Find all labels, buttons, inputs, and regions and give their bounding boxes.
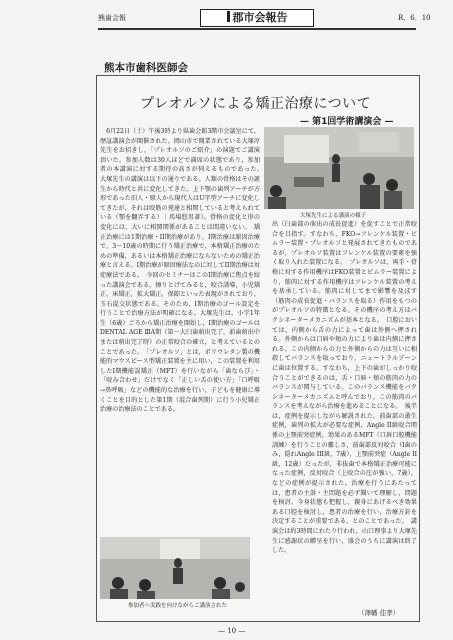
article-subtitle: — 第1回学術講演会 — <box>300 117 394 127</box>
article-column-right: 出（臼歯部の萌出の成長促進）を促すことで正常咬合を目指す。すなわち，FKO→フレンケル装置・ビムラー装置・プレオルソと発展されてきたものであるが，プレオルソ装置はフレンケル装置の要素を強く取り入れた装置になる。 プレオルソは，両手・骨格に対する作用機序はFKO装置とビムラー装置により，筋肉に対する作用機序はフレンケル装置の考えを基承している。筋肉に対してまで影響を及ぼす（筋肉の成長促進・バランスを取る）作用をもつのがプレオルソの特徴となる。その機序の考え方はバクシネーターメカニズムが基本となる。 口腔においては，内側から舌の力によって歯は外側へ押される。外側からは口唇や頬の力により歯は内側に押される。この内側からの力と外側からの力は互いに相殺してバランスを取っており，ニュートラルゾーンに歯は位置する。すなわち，上下の歯がしっかり咬合うことができるのは，舌・口唇・頬の筋肉の力のバランスが関与している。このバランス機能をバクシネーターメカニズムと呼んでおり，この筋肉のバランスを考えながら治療を進めることになる。 後半は，症例を提示しながら解説された。前歯部の叢生症例，歯列の拡大が必要な症例，Angle II級咬合関係の上顎前突症例，効果のあるMFT（口唇口腔機能訓練）を行うことの難しさ，前歯部反対咬合（I歯のみ，隠れAngle III級，7歳），上顎前突症（Angle II級，12歳）だったが，非抜歯で本格矯正治療可能になった症例，反対咬合（上咬合の圧が強い，7歳），などの症例が提示された。治療を行うにあたっては，患者の主訴・主問題を必ず聞いて理解し，問題を検討，今身状態も把握し，親身にあげるべき効果ある口腔を検討し，患者の治療を行い，治療方針を決定することが重要である，とのことであった。 講演会は約3時間にわたり行われ，山口理事より大塚先生に感謝状の贈呈を行い，盛会のうちに講演は終了した。 <box>272 221 417 555</box>
newsletter-name: 熊歯会報 <box>98 14 126 22</box>
section-title-text: 郡市会報告 <box>232 11 288 24</box>
issue-date: R．6．10 <box>398 14 431 22</box>
page-number: — 10 — <box>218 627 246 635</box>
participants-photo-caption: 参加者へ実践を向けながらご講演された <box>128 603 228 609</box>
section-bar-icon <box>227 11 230 22</box>
article-author: （澤幡 佳孝） <box>358 609 400 617</box>
lecture-photo <box>264 127 414 209</box>
lecture-photo-caption: 大塚先生による講演の様子 <box>300 213 367 219</box>
organization-name: 熊本市歯科医師会 <box>104 62 188 74</box>
article-title: プレオルソによる矯正治療について <box>140 96 372 112</box>
header-rule <box>98 28 416 30</box>
participants-photo <box>100 537 250 599</box>
participants-photo-image <box>100 537 250 599</box>
lecture-photo-image <box>264 127 414 209</box>
article-column-left: 6月22日（土）午後3時より県歯会館3階市会議室にて，歴証講演会が開催された。岡山市で開業されている大塚淳先生をお招きし，「プレオルソのご紹介」の演題でご講演頂いた。参加人数は30人ほどで満席の状態であり，参加者の本講演に対する期待の高さが伺えるものであった。 大塚先生の講演は以下の通りである。人類の骨格はその誕生から時代と共に変化してきた。上下顎の歯列アーチが方形であった旧人・原人から現代人はU字型アーチに変化してきたが，それは咬筋の発達と相関していると考えられている（顎を翻弄する）｜馬場悠男著）。骨格の変化と形の変化には，大いに相関関係があることは間違いない。 矯正治療には1期治療・II期治療があり，I期治療は原因治療で，3〜10歳の時期に行う矯正治療で，本格矯正治療のための準備，あるいは本格矯正治療にならないための矯正治療と言える。I期治療が原因療法なのに対してII期治療は対症療法である。 今回のセミナーはこのI期治療に焦点を絞った講演会である。擦りとげてみると，咬合誘導，小児矯正，床矯正，拡大矯正，保隙といった表現がされており，玉石混交状態である。そのため，I期治療のゴール設定を行うことで治療方法が明確になる。大塚先生は，小学1年生（6歳）ごろから矯正治療を開始し，I期治療のゴールはDENTAL AGE ⅢA期（第一大臼歯萌出完了，前歯萌出中または萌出完了時）の正常咬合の確立，と考えているとのことであった。 「プレオルソ」とは，ポリウレタン製の機能的マウスピース型矯正装置を主に用い，この装置を利用したI期機能誤矯正（MFT）を行いながら「歯ならび」・「咬み合わせ」だけでなく「正しい舌の使い方」「口呼吸→鼻呼吸」などの機能的な治療を行い，子どもを健康に導くことを目的とした第1期（混合歯列期）に行う小児矯正治療の治療法のことである。 <box>100 128 260 414</box>
section-title <box>200 9 314 27</box>
